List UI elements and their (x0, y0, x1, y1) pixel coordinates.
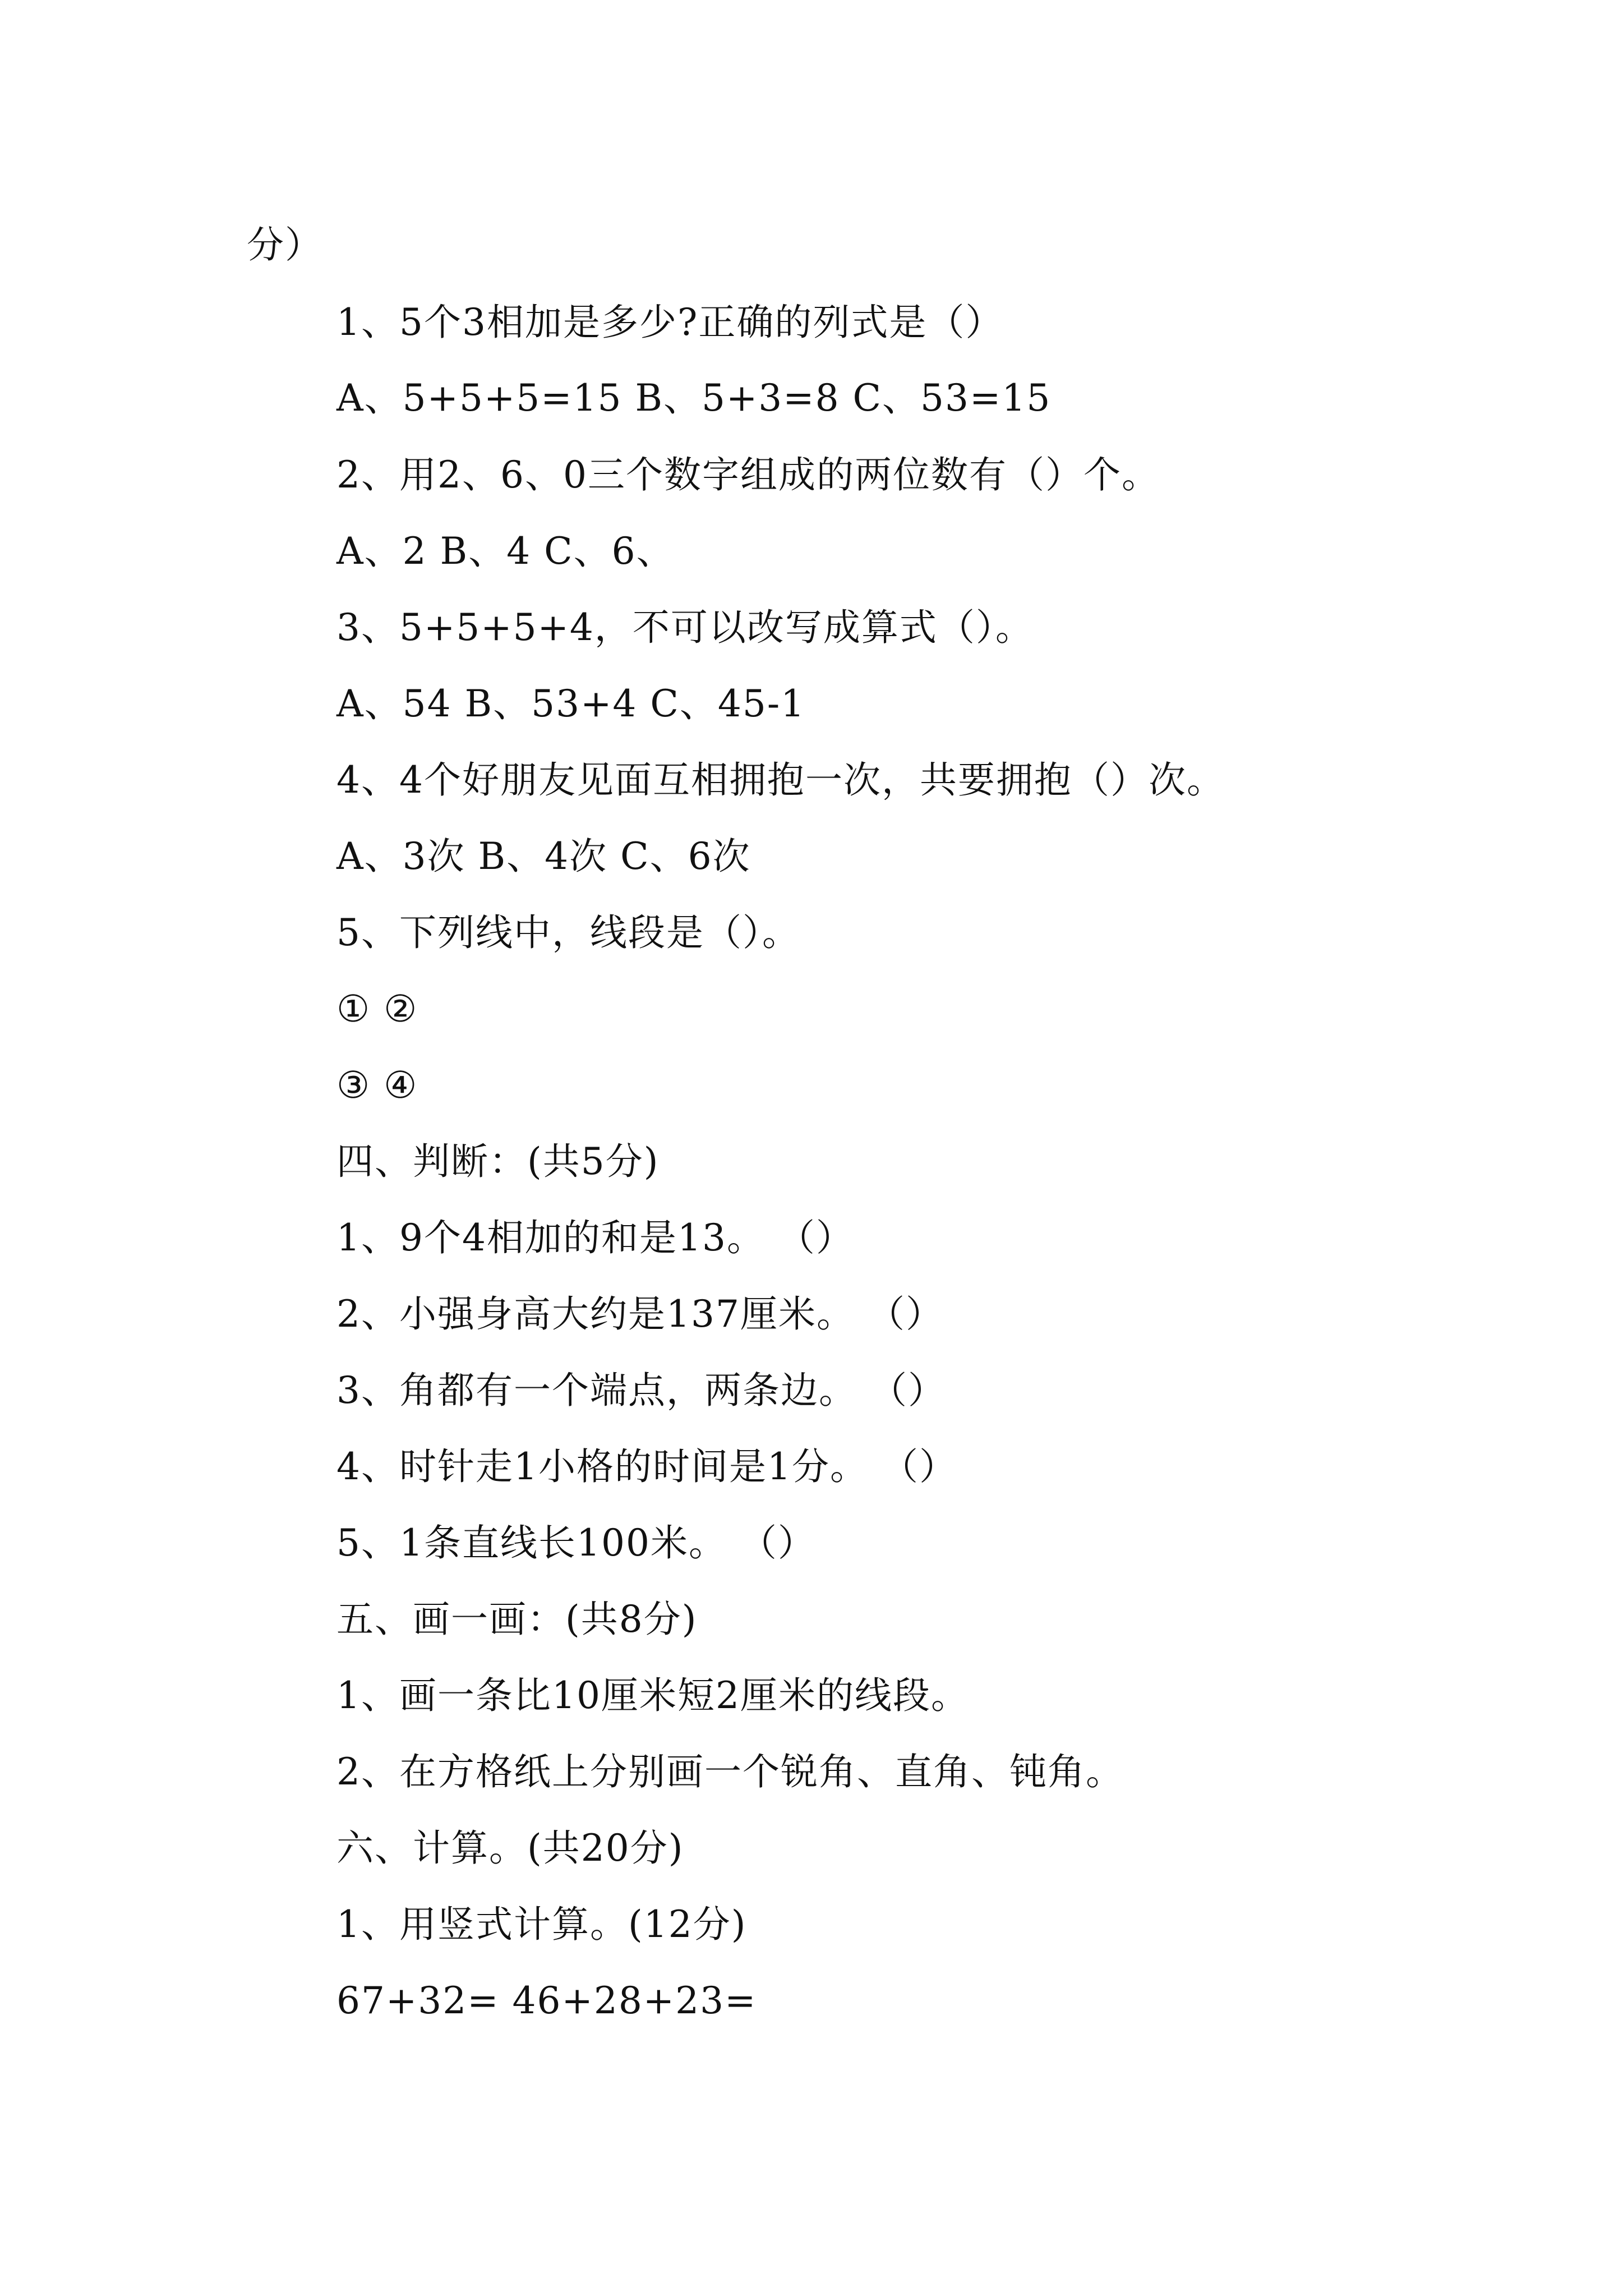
text-line-figure-labels-1: ① ② (336, 987, 418, 1030)
text-line-question-3-2: 2、用2、6、0三个数字组成的两位数有（）个。 (336, 453, 1160, 496)
section-heading-judgement: 四、判断：(共5分) (336, 1140, 660, 1183)
text-line-judgement-5: 5、1条直线长100米。 （） (336, 1521, 816, 1565)
text-line-figure-labels-2: ③ ④ (336, 1064, 418, 1107)
section-heading-drawing: 五、画一画：(共8分) (336, 1598, 698, 1641)
text-line-question-3-4: 4、4个好朋友见面互相拥抱一次，共要拥抱（）次。 (336, 758, 1225, 802)
text-line-options-3-4: A、3次 B、4次 C、6次 (336, 835, 751, 878)
text-line-question-3-5: 5、下列线中，线段是（）。 (336, 911, 800, 954)
text-line-judgement-3: 3、角都有一个端点，两条边。 （） (336, 1369, 946, 1412)
text-line-calculation-expressions: 67+32= 46+28+23= (336, 1979, 757, 2022)
text-line-question-3-3: 3、5+5+5+4，不可以改写成算式（）。 (336, 606, 1034, 649)
text-line-judgement-2: 2、小强身高大约是137厘米。 （） (336, 1292, 944, 1336)
section-heading-calculation: 六、计算。(共20分) (336, 1826, 684, 1870)
text-line-judgement-4: 4、时针走1小格的时间是1分。 （） (336, 1445, 957, 1488)
text-line-calculation-1: 1、用竖式计算。(12分) (336, 1903, 747, 1946)
text-line-options-3-3: A、54 B、53+4 C、45-1 (336, 682, 806, 725)
text-line-options-3-1: A、5+5+5=15 B、5+3=8 C、53=15 (336, 376, 1052, 420)
text-line-options-3-2: A、2 B、4 C、6、 (336, 530, 675, 573)
text-line-score-continuation: 分） (247, 223, 323, 266)
text-line-drawing-2: 2、在方格纸上分别画一个锐角、直角、钝角。 (336, 1750, 1124, 1793)
text-line-drawing-1: 1、画一条比10厘米短2厘米的线段。 (336, 1674, 969, 1717)
text-line-judgement-1: 1、9个4相加的和是13。 （） (336, 1216, 854, 1259)
text-line-question-3-1: 1、5个3相加是多少?正确的列式是（） (336, 301, 1004, 344)
